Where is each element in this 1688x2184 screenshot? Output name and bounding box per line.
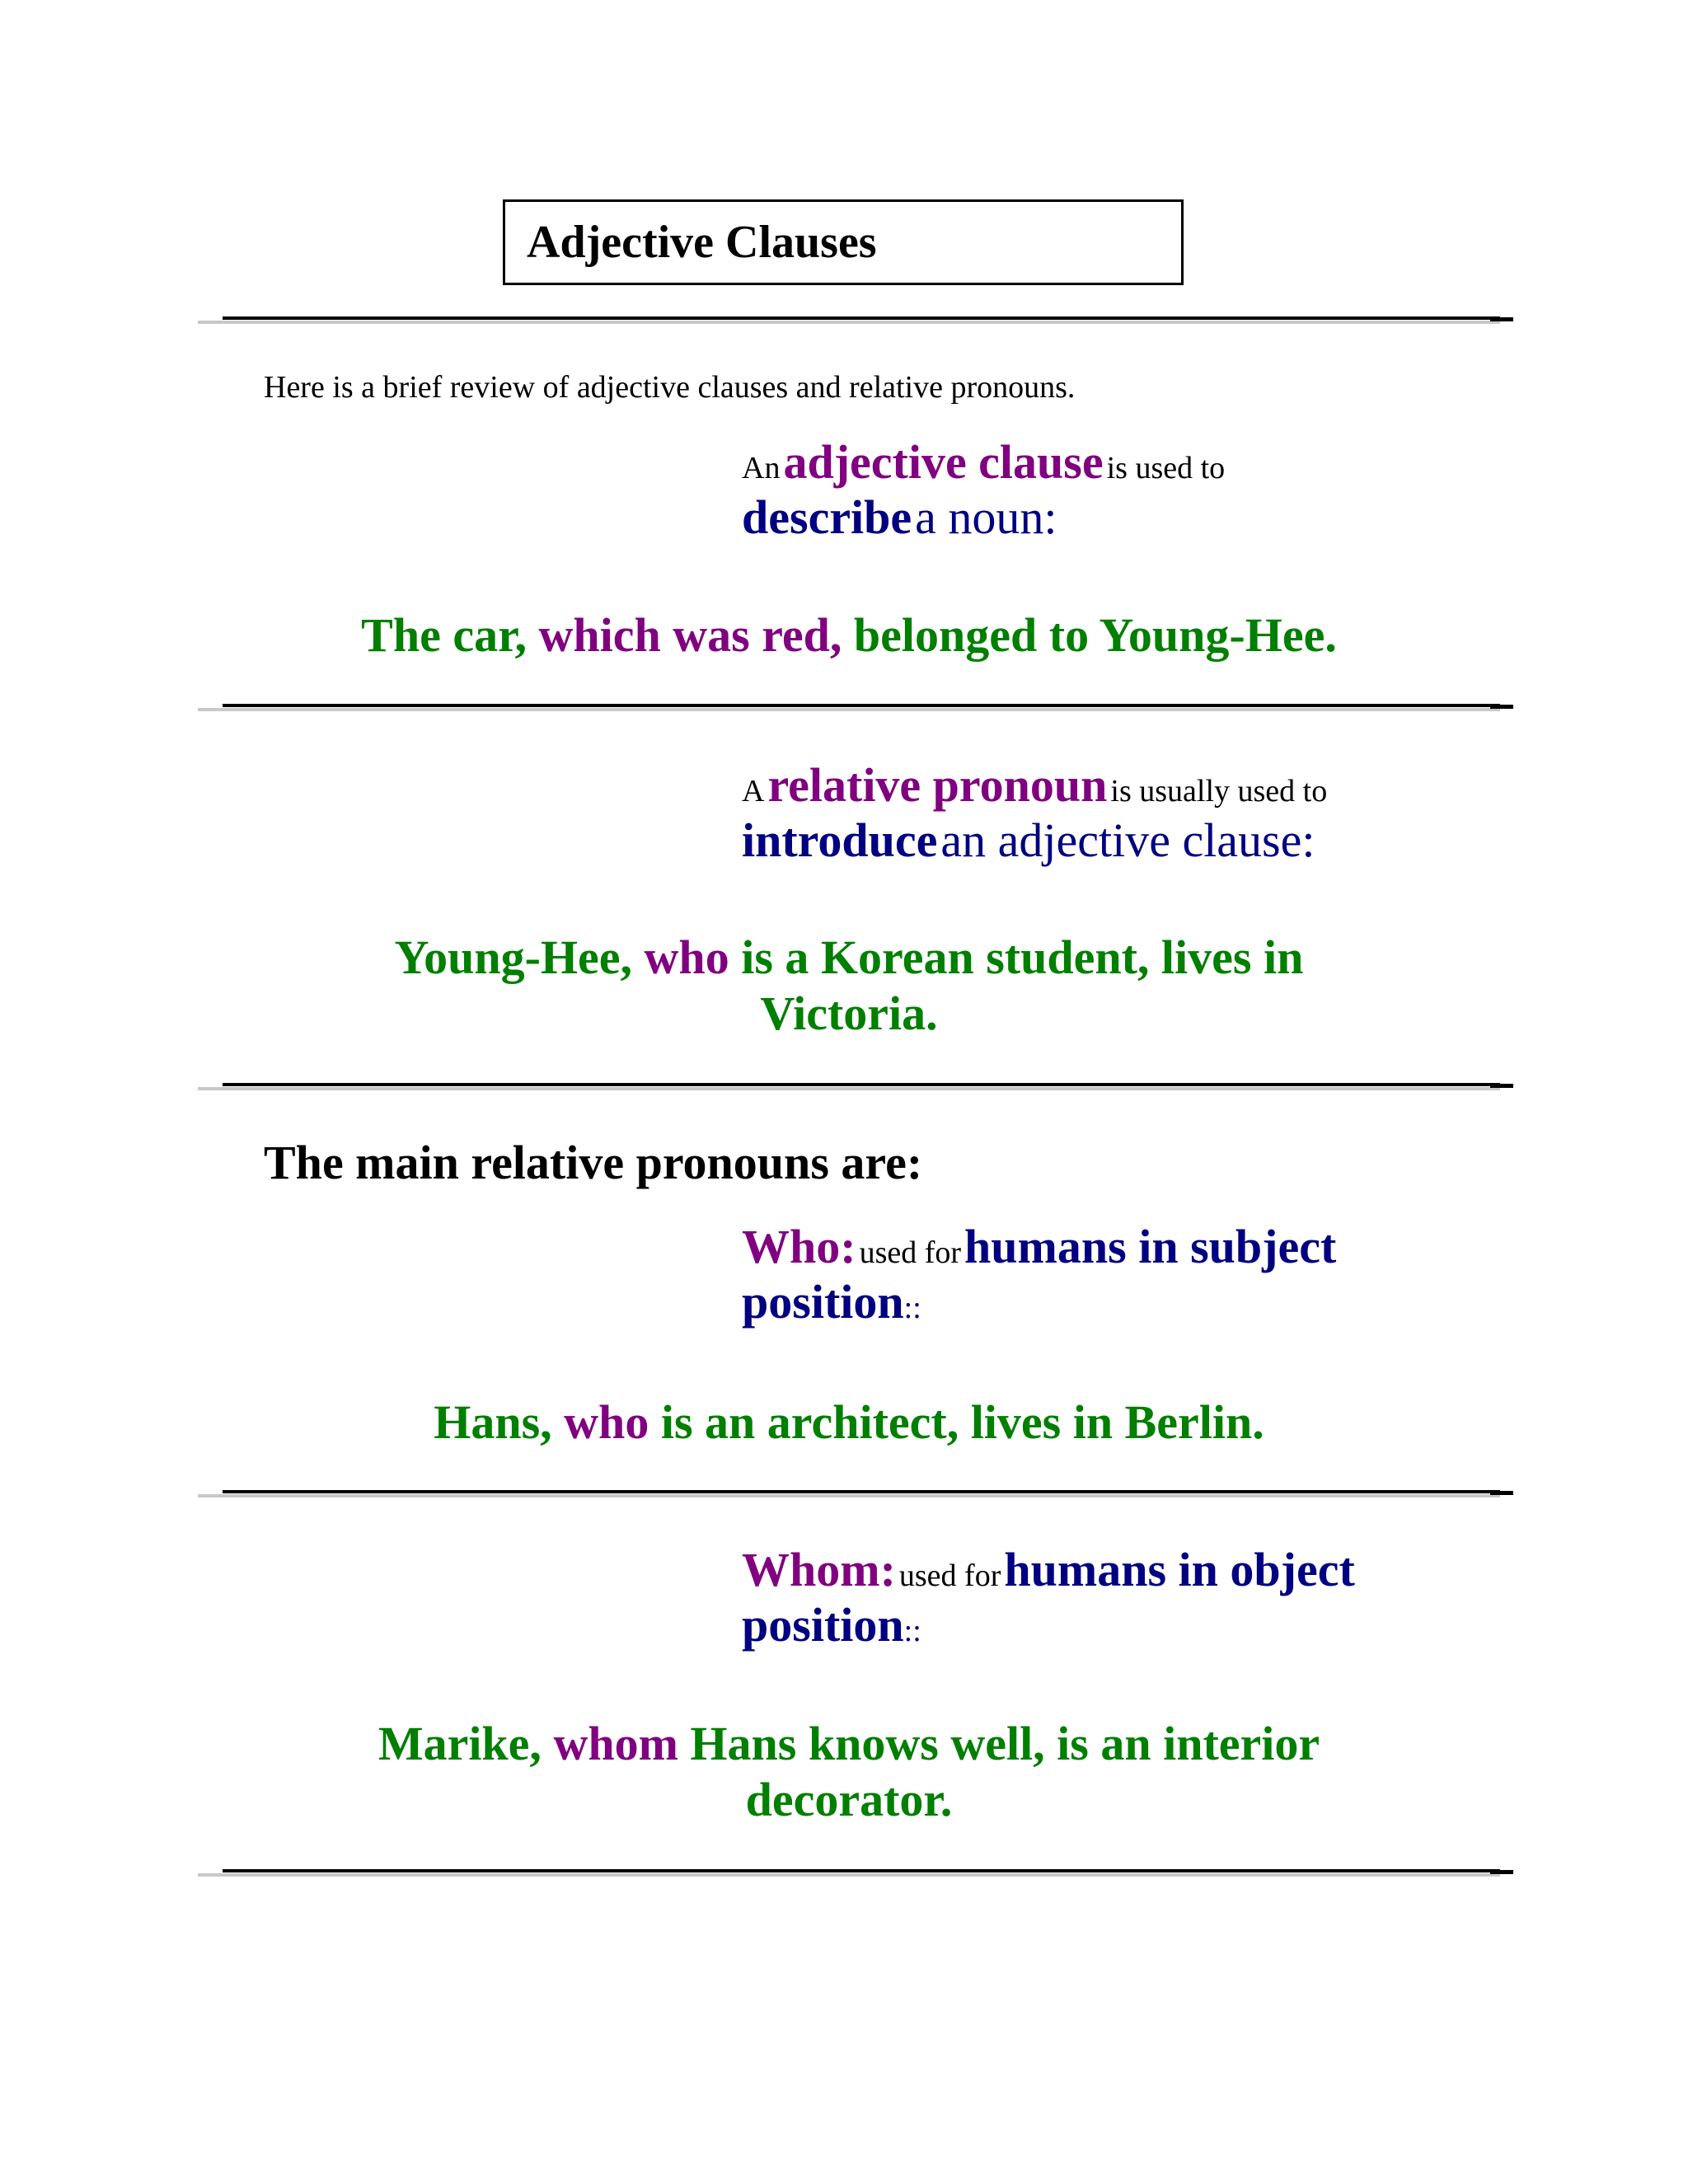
def-mid: used for — [859, 1235, 962, 1270]
definition-adjective-clause — [742, 435, 1225, 545]
def-emph: humans in object — [1004, 1543, 1355, 1596]
example-part: The car, — [361, 608, 527, 662]
title-text: Adjective Clauses — [527, 217, 877, 268]
example-part: Marike, — [377, 1717, 542, 1770]
example-clause: which was red, — [538, 608, 842, 662]
example-part: is a Korean student, lives in — [741, 930, 1304, 984]
section-heading: The main relative pronouns are: — [264, 1136, 923, 1189]
definition-whom: Whom: used for humans in object position:: — [742, 1543, 1355, 1652]
def-term: relative pronoun — [767, 758, 1108, 812]
example-sentence — [198, 607, 1500, 663]
def-pre: A — [742, 774, 765, 808]
example-sentence — [198, 1716, 1500, 1828]
example-part: is an architect, lives in Berlin. — [660, 1395, 1264, 1449]
def-emph: humans in subject — [964, 1220, 1337, 1273]
def-emph2: position — [742, 1597, 904, 1652]
def-rest: an adjective clause: — [940, 813, 1315, 867]
def-term: Whom: — [742, 1543, 896, 1596]
divider — [198, 315, 1513, 325]
def-mid: is used to — [1106, 451, 1226, 485]
divider — [198, 702, 1513, 712]
def-emph2: position — [742, 1274, 904, 1329]
definition-who: Who: used for humans in subject position:: — [742, 1220, 1337, 1329]
def-term: adjective clause — [783, 435, 1104, 489]
def-verb: introduce — [742, 813, 938, 867]
divider — [198, 1081, 1513, 1091]
divider — [198, 1488, 1513, 1498]
def-mid: used for — [898, 1558, 1001, 1593]
example-part: belonged to Young-Hee. — [853, 608, 1337, 662]
def-end: : — [903, 1290, 913, 1325]
divider — [198, 1868, 1513, 1877]
def-verb: describe — [742, 490, 912, 544]
example-sentence — [198, 930, 1500, 1042]
example-line2: Victoria. — [760, 987, 938, 1040]
intro-text: Here is a brief review of adjective clauses and relative pronouns. — [264, 370, 1076, 405]
example-part: Hans, — [434, 1395, 552, 1449]
def-pre: An — [742, 451, 781, 485]
example-clause: whom — [553, 1717, 678, 1770]
page-title — [503, 199, 1184, 285]
example-clause: who — [564, 1395, 649, 1449]
def-mid: is usually used to — [1110, 774, 1328, 808]
definition-relative-pronoun — [742, 758, 1327, 868]
example-part: Young-Hee, — [394, 930, 633, 984]
def-rest: a noun: — [915, 490, 1057, 544]
example-sentence — [198, 1394, 1500, 1451]
example-line2: decorator. — [745, 1773, 953, 1826]
example-part: Hans knows well, is an interior — [690, 1717, 1320, 1770]
def-term: Who: — [742, 1220, 856, 1273]
def-end: : — [903, 1613, 913, 1648]
example-clause: who — [644, 930, 729, 984]
